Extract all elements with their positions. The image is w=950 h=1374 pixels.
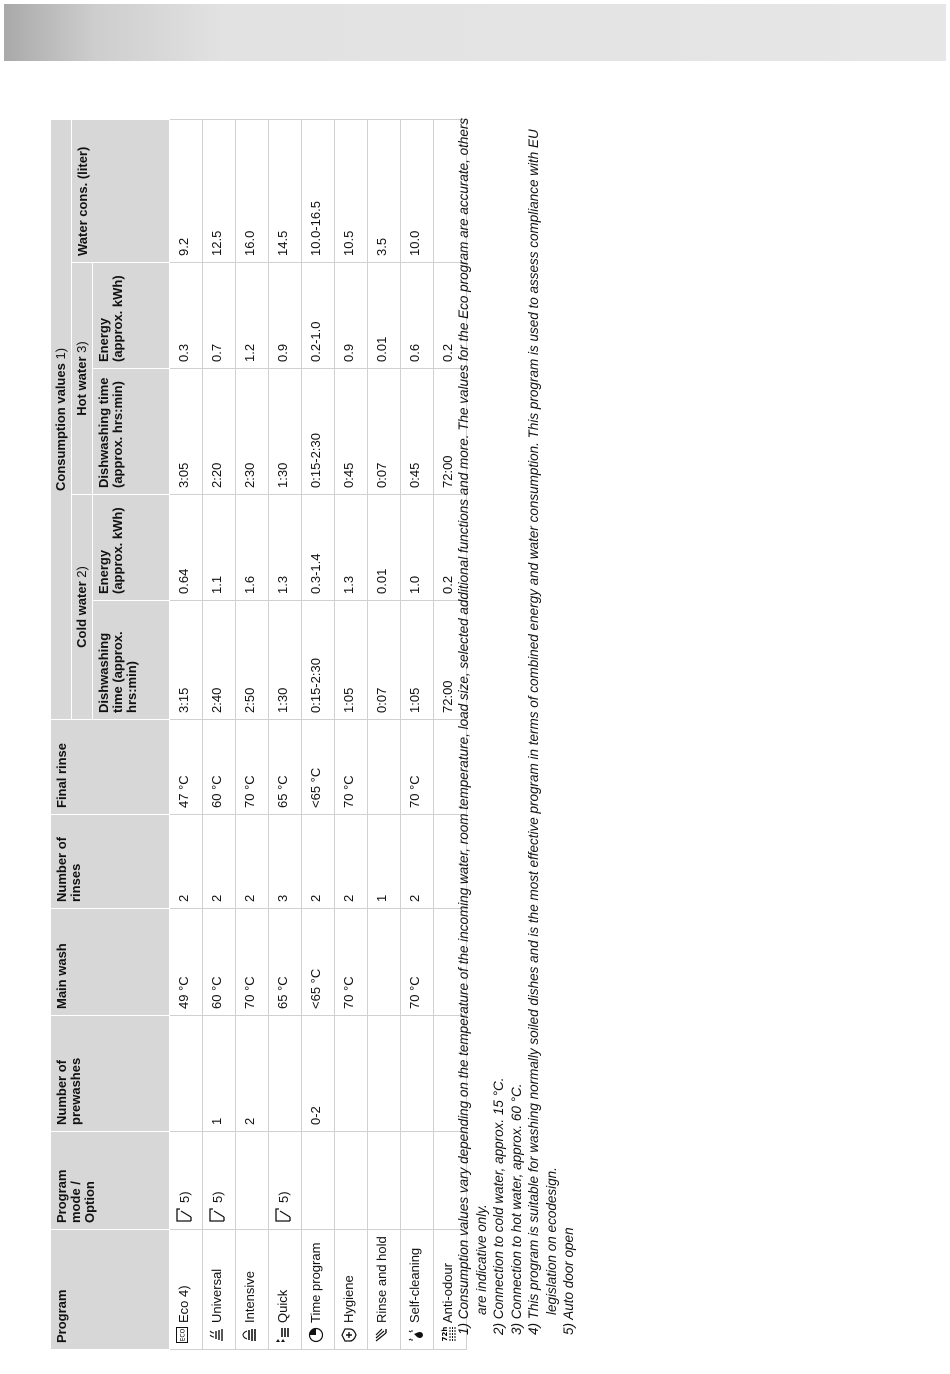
header-cold-energy: Energy (approx. kWh) (93, 495, 170, 601)
quick-icon (275, 1327, 289, 1343)
main-wash-cell: 70 °C (335, 909, 368, 1016)
main-wash-cell: <65 °C (302, 909, 335, 1016)
program-mode-cell (269, 1132, 302, 1230)
prewashes-cell: 1 (203, 1016, 236, 1132)
header-water-consumption: Water cons. (liter) (72, 119, 170, 262)
program-cell (203, 1230, 236, 1350)
header-rinses: Number of rinses (51, 815, 170, 909)
prewashes-cell: 0-2 (302, 1016, 335, 1132)
auto-door-open-icon (176, 1207, 192, 1223)
auto-door-open-icon (209, 1207, 225, 1223)
final-rinse-cell: 60 °C (203, 720, 236, 815)
program-name: Universal (209, 1268, 224, 1323)
hygiene-icon (341, 1327, 355, 1343)
rinse-and-hold-icon (374, 1327, 388, 1343)
program-name: Rinse and hold (374, 1236, 389, 1323)
water-cell: 9.2 (170, 119, 203, 262)
program-name: Eco (176, 1300, 191, 1323)
cold-energy-cell: 1.0 (401, 495, 434, 601)
program-footnote-ref: 4) (176, 1285, 191, 1297)
main-wash-cell (368, 909, 401, 1016)
rinses-cell: 2 (170, 815, 203, 909)
cold-time-cell: 1:05 (401, 601, 434, 720)
program-cell (302, 1230, 335, 1350)
program-name: Quick (275, 1289, 290, 1323)
table-row (236, 119, 269, 1349)
hot-energy-cell: 0.9 (269, 263, 302, 369)
cold-energy-cell: 0.01 (368, 495, 401, 601)
final-rinse-cell: 70 °C (236, 720, 269, 815)
header-cold-water: Cold water 2) (72, 495, 93, 720)
cold-time-cell: 1:05 (335, 601, 368, 720)
program-table (50, 119, 467, 1350)
time-program-icon (308, 1327, 322, 1343)
cold-energy-cell: 1.6 (236, 495, 269, 601)
hot-energy-cell: 0.2-1.0 (302, 263, 335, 369)
water-cell: 10.0-16.5 (302, 119, 335, 262)
hot-time-cell: 3:05 (170, 369, 203, 495)
prewashes-cell: 2 (236, 1016, 269, 1132)
program-name: Self-cleaning (407, 1247, 422, 1323)
header-main-wash: Main wash (51, 909, 170, 1016)
hot-time-cell: 2:30 (236, 369, 269, 495)
main-wash-cell: 70 °C (236, 909, 269, 1016)
hot-energy-cell: 0.6 (401, 263, 434, 369)
cold-time-cell: 0:07 (368, 601, 401, 720)
program-mode-cell (401, 1132, 434, 1230)
table-row (269, 119, 302, 1349)
hot-energy-cell: 1.2 (236, 263, 269, 369)
auto-door-open-icon (275, 1207, 291, 1223)
header-prewashes: Number of prewashes (51, 1016, 170, 1132)
universal-icon (209, 1327, 223, 1343)
rinses-cell: 2 (236, 815, 269, 909)
program-cell (236, 1230, 269, 1350)
cold-time-cell: 0:15-2:30 (302, 601, 335, 720)
svg-text:ECO: ECO (179, 1328, 187, 1342)
header-bar (4, 4, 946, 61)
footnote: 1) Consumption values vary depending on the temperature of the incoming water, room temperature, load size, selected additional functions and more. The values for the Eco program are accurate, others are indicative only. (456, 117, 489, 1335)
program-mode-cell (302, 1132, 335, 1230)
cold-energy-cell: 1.1 (203, 495, 236, 601)
main-wash-cell: 60 °C (203, 909, 236, 1016)
final-rinse-cell: 65 °C (269, 720, 302, 815)
cold-energy-cell: 0.64 (170, 495, 203, 601)
table-row (401, 119, 434, 1349)
table-row (170, 119, 203, 1349)
mode-footnote-ref: 5) (177, 1191, 192, 1203)
header-program: Program (51, 1230, 170, 1350)
cold-time-cell: 1:30 (269, 601, 302, 720)
rinses-cell: 3 (269, 815, 302, 909)
header-consumption-values: Consumption values 1) (51, 119, 72, 719)
program-cell (170, 1230, 203, 1350)
water-cell: 10.0 (401, 119, 434, 262)
rinses-cell: 2 (203, 815, 236, 909)
hot-time-cell: 72:00 (434, 369, 467, 495)
hot-time-cell: 0:07 (368, 369, 401, 495)
program-mode-cell (170, 1132, 203, 1230)
hot-time-cell: 0:45 (401, 369, 434, 495)
mode-footnote-ref: 5) (210, 1191, 225, 1203)
water-cell: 16.0 (236, 119, 269, 262)
main-wash-cell: 49 °C (170, 909, 203, 1016)
water-cell: 10.5 (335, 119, 368, 262)
program-mode-cell (335, 1132, 368, 1230)
program-table-container (50, 120, 455, 1350)
main-wash-cell: 65 °C (269, 909, 302, 1016)
program-name: Intensive (242, 1270, 257, 1323)
final-rinse-cell: 70 °C (335, 720, 368, 815)
self-cleaning-icon (407, 1327, 421, 1343)
prewashes-cell (368, 1016, 401, 1132)
header-final-rinse: Final rinse (51, 720, 170, 815)
program-cell (368, 1230, 401, 1350)
final-rinse-cell: 47 °C (170, 720, 203, 815)
anti-odour-icon (440, 1327, 454, 1343)
rinses-cell: 2 (302, 815, 335, 909)
cold-energy-cell: 0.3-1.4 (302, 495, 335, 601)
header-cold-dishwashing-time: Dishwashing time (approx. hrs:min) (93, 601, 170, 720)
cold-energy-cell: 1.3 (335, 495, 368, 601)
main-wash-cell: 70 °C (401, 909, 434, 1016)
hot-time-cell: 2:20 (203, 369, 236, 495)
hot-time-cell: 0:15-2:30 (302, 369, 335, 495)
hot-energy-cell: 0.9 (335, 263, 368, 369)
rinses-cell: 2 (335, 815, 368, 909)
hot-time-cell: 1:30 (269, 369, 302, 495)
program-mode-cell (203, 1132, 236, 1230)
program-cell (401, 1230, 434, 1350)
footnotes (455, 115, 578, 1335)
cold-energy-cell: 1.3 (269, 495, 302, 601)
program-mode-cell (236, 1132, 269, 1230)
cold-time-cell: 2:50 (236, 601, 269, 720)
rinses-cell: 2 (401, 815, 434, 909)
hot-energy-cell: 0.3 (170, 263, 203, 369)
final-rinse-cell: 70 °C (401, 720, 434, 815)
header-hot-water: Hot water 3) (72, 263, 93, 495)
intensive-icon (242, 1327, 256, 1343)
footnote: 4) This program is suitable for washing normally soiled dishes and is the most effective program in terms of combined energy and water consumption. This program is used to assess compliance with EU legislation on ecodesign. (526, 129, 559, 1335)
program-cell (335, 1230, 368, 1350)
header-hot-energy: Energy (approx. kWh) (93, 263, 170, 369)
water-cell: 12.5 (203, 119, 236, 262)
header-program-mode: Program mode / Option (51, 1132, 170, 1230)
svg-text:72h: 72h (441, 1326, 449, 1342)
final-rinse-cell: <65 °C (302, 720, 335, 815)
program-table-body (170, 119, 467, 1349)
program-cell (269, 1230, 302, 1350)
prewashes-cell (401, 1016, 434, 1132)
footnote: 2) Connection to cold water, approx. 15 °C. (491, 1077, 506, 1335)
program-name: Time program (308, 1242, 323, 1323)
program-name: Hygiene (341, 1275, 356, 1323)
header-hot-dishwashing-time: Dishwashing time (approx. hrs:min) (93, 369, 170, 495)
hot-energy-cell: 0.7 (203, 263, 236, 369)
rinses-cell: 1 (368, 815, 401, 909)
eco-icon (176, 1327, 190, 1343)
cold-time-cell: 72:00 (434, 601, 467, 720)
program-mode-cell (368, 1132, 401, 1230)
table-row (335, 119, 368, 1349)
hot-time-cell: 0:45 (335, 369, 368, 495)
cold-energy-cell: 0.2 (434, 495, 467, 601)
program-name: Anti-odour (440, 1263, 455, 1323)
water-cell: 14.5 (269, 119, 302, 262)
mode-footnote-ref: 5) (276, 1191, 291, 1203)
table-row (368, 119, 401, 1349)
prewashes-cell (170, 1016, 203, 1132)
footnote: 3) Connection to hot water, approx. 60 °C. (508, 1083, 524, 1335)
table-row (302, 119, 335, 1349)
water-cell: 3.5 (368, 119, 401, 262)
cold-time-cell: 3:15 (170, 601, 203, 720)
hot-energy-cell: 0.2 (434, 263, 467, 369)
hot-energy-cell: 0.01 (368, 263, 401, 369)
cold-time-cell: 2:40 (203, 601, 236, 720)
footnote: 5) Auto door open (561, 1227, 576, 1335)
final-rinse-cell (368, 720, 401, 815)
table-row (203, 119, 236, 1349)
prewashes-cell (269, 1016, 302, 1132)
prewashes-cell (335, 1016, 368, 1132)
